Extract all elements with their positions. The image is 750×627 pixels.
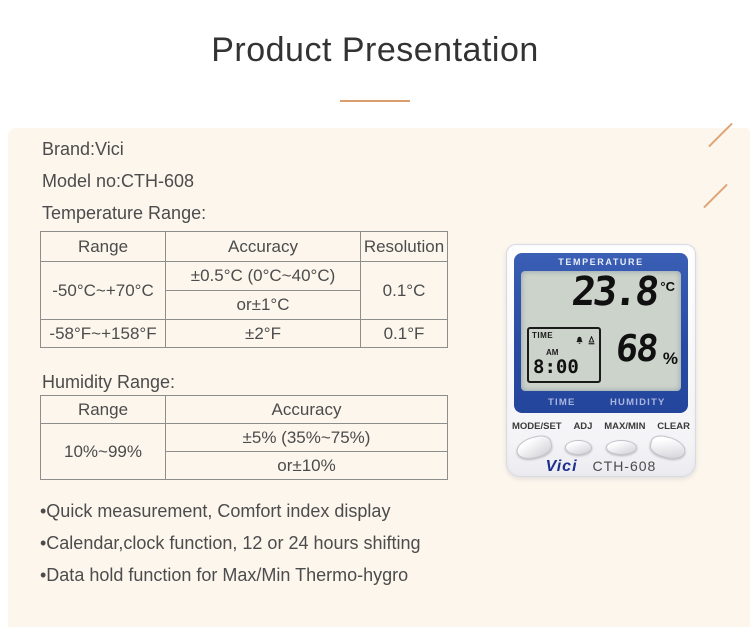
temperature-section-heading: Temperature Range: (42, 203, 207, 223)
max-min-button-label: MAX/MIN (604, 421, 646, 432)
temp-celsius-range-cell: -50°C~+70°C (41, 262, 166, 320)
table-header-row (41, 396, 448, 424)
temperature-label: TEMPERATURE (558, 257, 644, 267)
temp-celsius-accuracy-alt-cell: or±1°C (166, 291, 361, 320)
title-underline-decoration (340, 100, 410, 102)
page-title: Product Presentation (211, 31, 539, 69)
alarm-bell-icon (575, 332, 584, 350)
device-lcd-screen (521, 271, 681, 391)
vici-logo: Vici (545, 458, 578, 475)
temp-celsius-resolution-cell: 0.1°C (361, 262, 448, 320)
hum-header-range: Range (41, 396, 166, 424)
time-label: TIME (548, 397, 576, 408)
temp-fahrenheit-accuracy-cell: ±2°F (166, 320, 361, 348)
device-button-row (516, 436, 686, 458)
hum-header-accuracy: Accuracy (166, 396, 448, 424)
temp-header-resolution: Resolution (361, 232, 448, 262)
adj-physical-button (565, 440, 592, 455)
temp-fahrenheit-range-cell: -58°F~+158°F (41, 320, 166, 348)
time-meridiem-label: AM (546, 348, 559, 357)
clear-button-label: CLEAR (657, 421, 690, 432)
table-header-row (41, 232, 448, 262)
lcd-temperature-reading: 23.8 (569, 269, 659, 315)
hum-accuracy-cell: ±5% (35%~75%) (166, 424, 448, 452)
table-row (41, 424, 448, 452)
brand-line: Brand:Vici (42, 139, 124, 159)
device-model-label: CTH-608 (592, 458, 657, 474)
lcd-humidity-unit: % (662, 349, 678, 368)
table-row (41, 320, 448, 348)
hum-range-cell: 10%~99% (41, 424, 166, 480)
lcd-temperature-unit: °C (660, 279, 675, 294)
model-line: Model no:CTH-608 (42, 171, 195, 191)
device-branding-row (507, 458, 695, 476)
product-photo-thermo-hygrometer (506, 244, 696, 477)
feature-list (40, 495, 421, 591)
time-box-label: TIME (532, 331, 554, 340)
hum-accuracy-alt-cell: or±10% (166, 452, 448, 480)
comfort-cone-icon (587, 332, 596, 350)
temp-fahrenheit-resolution-cell: 0.1°F (361, 320, 448, 348)
humidity-label: HUMIDITY (610, 397, 666, 408)
feature-item: •Data hold function for Max/Min Thermo-hygro (40, 565, 409, 585)
lcd-humidity-reading: 68 (614, 327, 660, 370)
temp-celsius-accuracy-cell: ±0.5°C (0°C~40°C) (166, 262, 361, 291)
humidity-spec-table (40, 395, 448, 480)
adj-button-label: ADJ (573, 421, 593, 432)
temp-header-range: Range (41, 232, 166, 262)
feature-item: •Quick measurement, Comfort index display (40, 501, 391, 521)
temperature-spec-table (40, 231, 448, 348)
device-display-bezel (514, 253, 688, 413)
lcd-clock-reading: 8:00 (533, 356, 579, 378)
feature-item: •Calendar,clock function, 12 or 24 hours shifting (40, 533, 421, 553)
lcd-time-box (527, 327, 601, 383)
mode-set-button-label: MODE/SET (512, 421, 562, 432)
table-row (41, 262, 448, 291)
time-box-icons (575, 332, 596, 350)
max-min-physical-button (606, 440, 637, 455)
temp-header-accuracy: Accuracy (166, 232, 361, 262)
humidity-section-heading: Humidity Range: (42, 372, 176, 392)
device-button-labels (512, 421, 690, 432)
